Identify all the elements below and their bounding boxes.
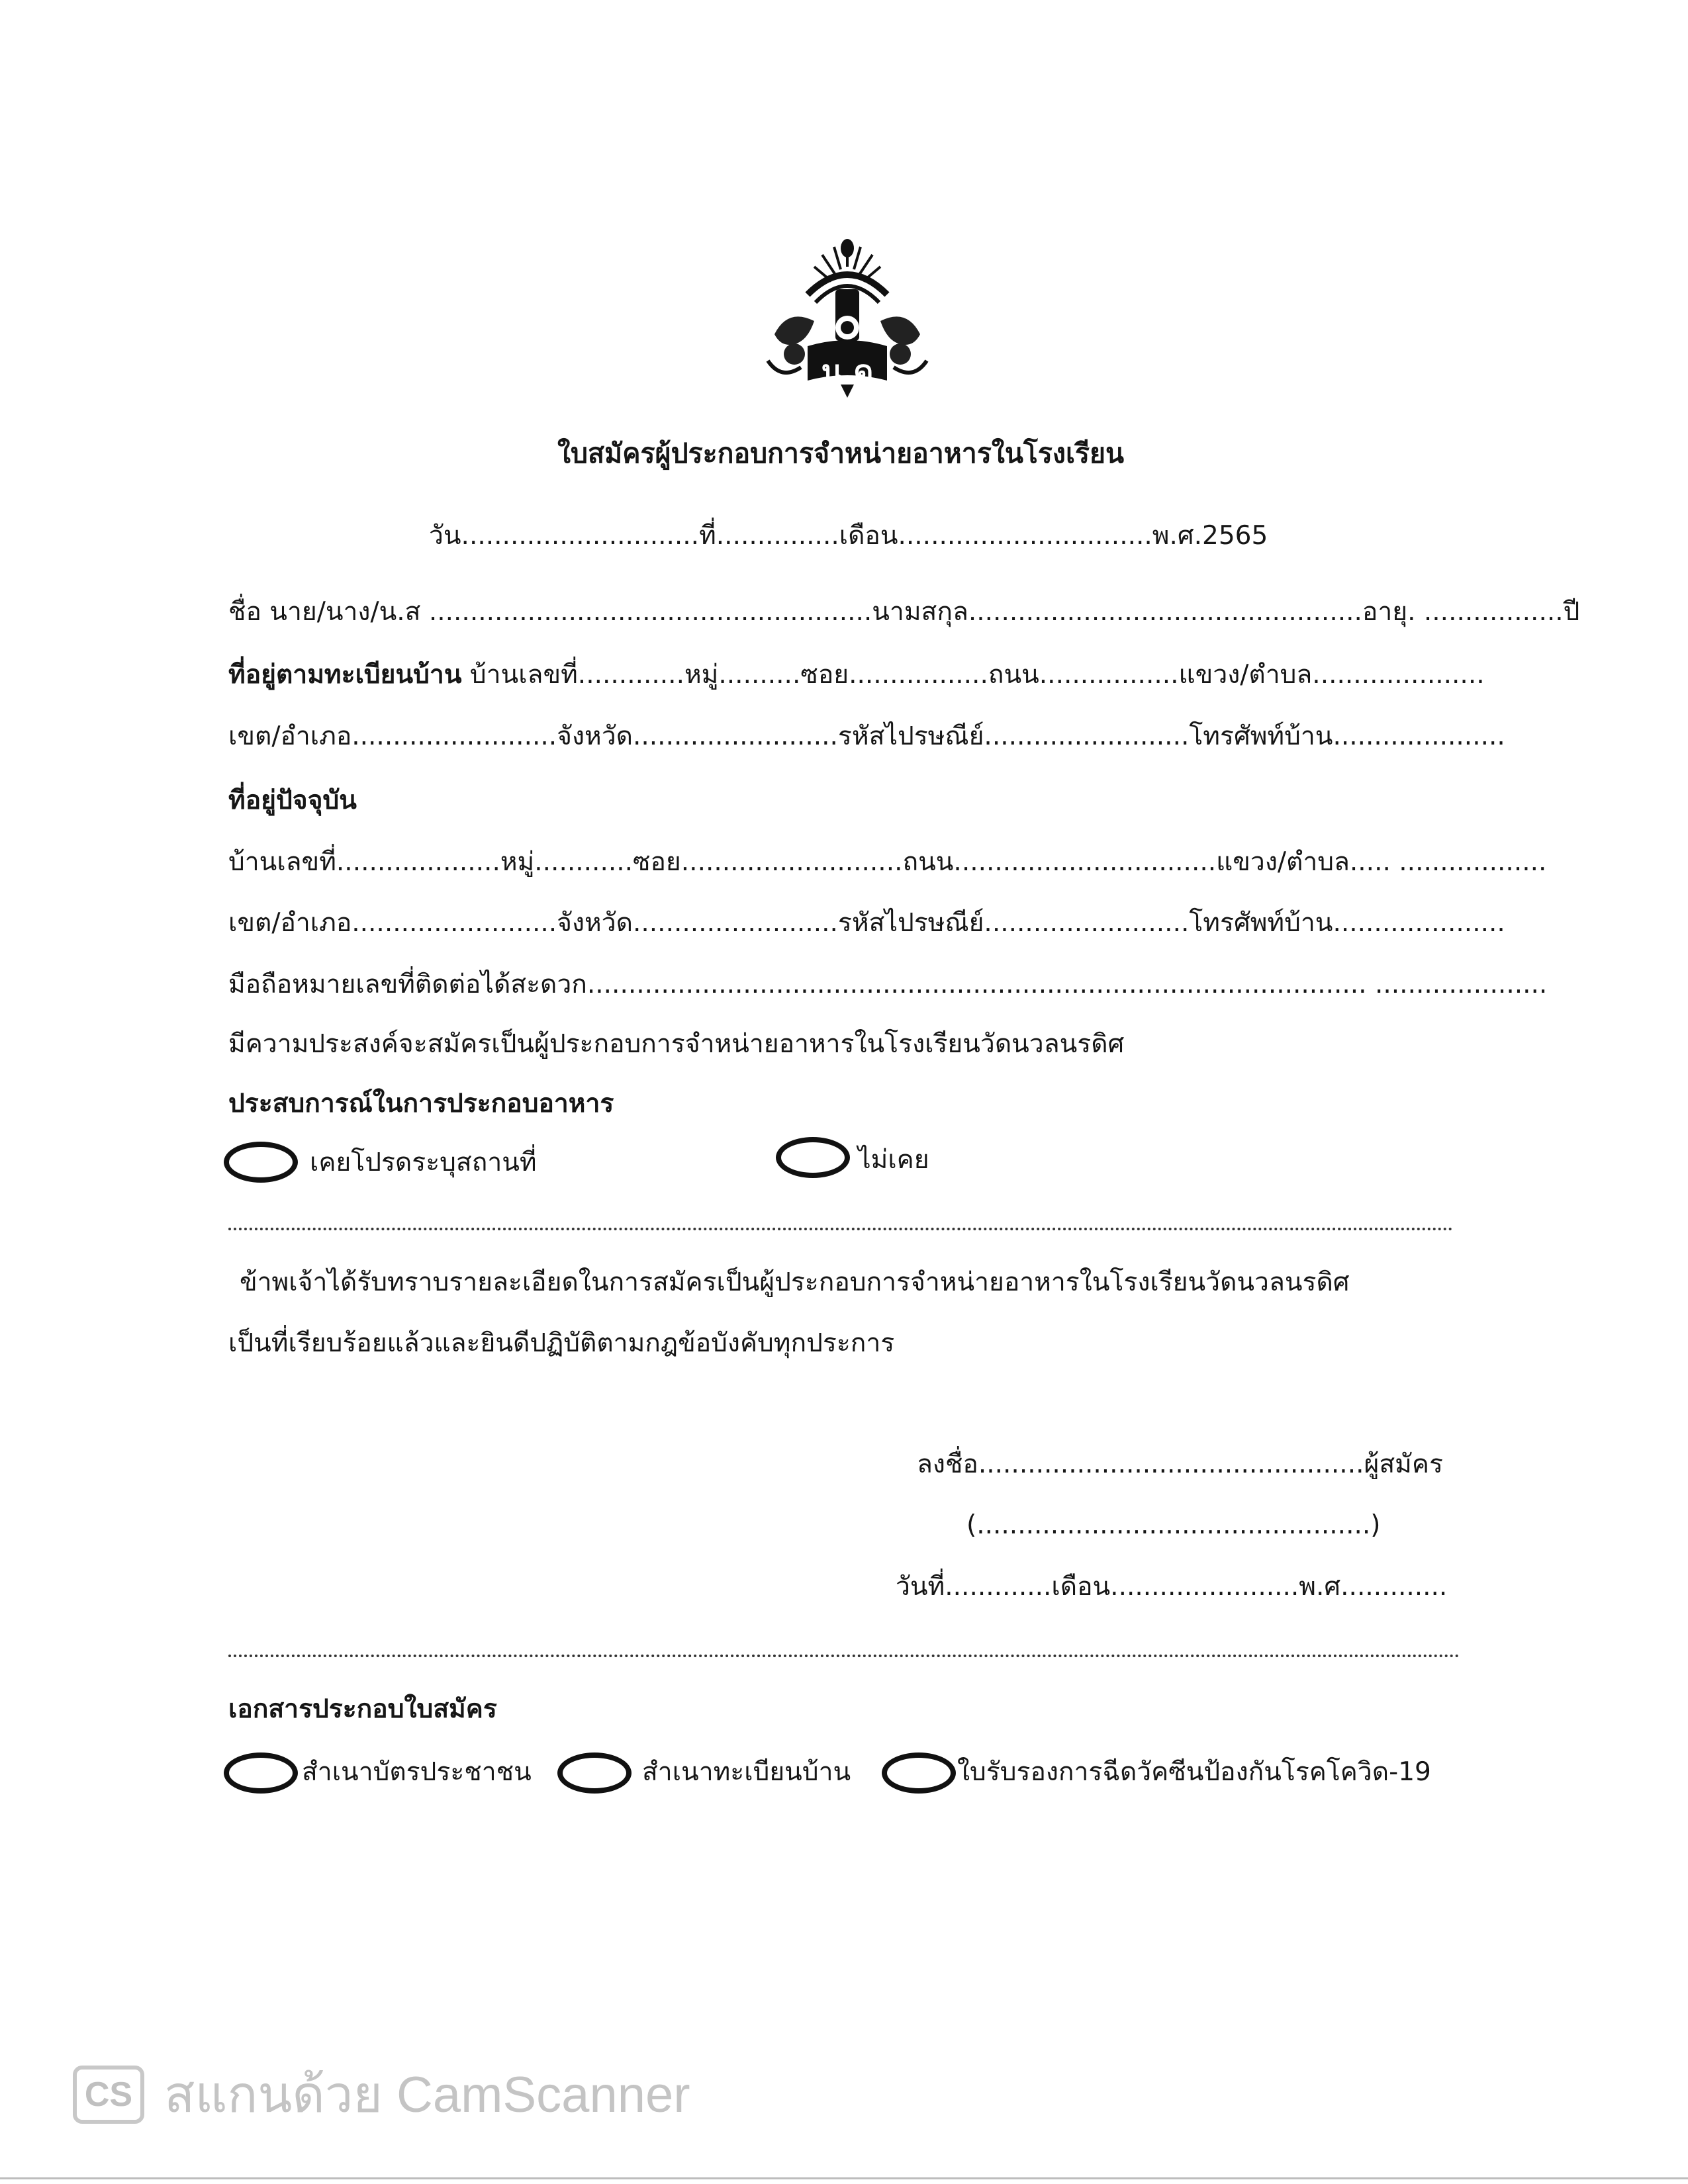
school-seal-logo — [761, 228, 933, 403]
experience-no-label: ไม่เคย — [858, 1145, 929, 1175]
experience-heading: ประสบการณ์ในการประกอบอาหาร — [228, 1089, 614, 1118]
camscanner-watermark — [73, 2055, 690, 2134]
camscanner-logo-icon: CS — [73, 2066, 144, 2124]
experience-place-line[interactable] — [228, 1228, 1453, 1230]
intent-statement: มีความประสงค์จะสมัครเป็นผู้ประกอบการจำหน่ายอาหารในโรงเรียนวัดนวลนรดิศ — [228, 1029, 1125, 1059]
doc-house-registration-label: สำเนาทะเบียนบ้าน — [642, 1757, 851, 1787]
registered-address-line1[interactable] — [228, 662, 1485, 688]
declaration-line2: เป็นที่เรียบร้อยแล้วและยินดีปฏิบัติตามกฎข้อบังคับทุกประการ — [228, 1328, 895, 1358]
experience-no-checkbox[interactable] — [776, 1137, 850, 1178]
applicant-name-field[interactable]: ชื่อ นาย/นาง/น.ส ......................................................นามสกุล................................................อายุ. .................ปี — [228, 597, 1580, 627]
doc-vaccine-certificate-label: ใบรับรองการฉีดวัคซีนป้องกันโรคโควิด-19 — [957, 1757, 1431, 1787]
experience-yes-checkbox[interactable] — [224, 1142, 298, 1183]
doc-id-card-checkbox[interactable] — [224, 1752, 298, 1794]
registered-address-line1-fields: บ้านเลขที่.............หมู่..........ซอย.................ถนน.................แขวง/ตำบล..................... — [461, 660, 1485, 690]
registered-address-label: ที่อยู่ตามทะเบียนบ้าน — [228, 660, 462, 690]
camscanner-text: สแกนด้วย CamScanner — [164, 2067, 690, 2123]
registered-address-line2[interactable]: เขต/อำเภอ.........................จังหวัด.........................รหัสไปรษณีย์.........................โทรศัพท์บ้าน..................... — [228, 721, 1505, 751]
signature-field[interactable]: ลงชื่อ...............................................ผู้สมัคร — [917, 1449, 1443, 1479]
mobile-number-field[interactable]: มือถือหมายเลขที่ติดต่อได้สะดวก............................................................................................... ..................... — [228, 970, 1548, 999]
documents-heading: เอกสารประกอบใบสมัคร — [228, 1694, 497, 1724]
seal-lettering: น.ด — [821, 353, 874, 389]
declaration-line1: ข้าพเจ้าได้รับทราบรายละเอียดในการสมัครเป็นผู้ประกอบการจำหน่ายอาหารในโรงเรียนวัดนวลนรดิศ — [240, 1267, 1350, 1297]
experience-yes-label: เคยโปรดระบุสถานที่ — [310, 1148, 537, 1177]
form-date-line: วัน.............................ที่...............เดือน...............................พ.ศ.2565 — [429, 521, 1268, 551]
section-divider — [228, 1655, 1460, 1657]
doc-id-card-label: สำเนาบัตรประชาชน — [302, 1757, 532, 1787]
current-address-line1[interactable]: บ้านเลขที่....................หมู่............ซอย...........................ถนน................................แขวง/ตำบล..... .................. — [228, 847, 1547, 877]
form-title: ใบสมัครผู้ประกอบการจำหน่ายอาหารในโรงเรียน — [557, 437, 1125, 469]
current-address-heading: ที่อยู่ปัจจุบัน — [228, 786, 357, 815]
current-address-line2[interactable]: เขต/อำเภอ.........................จังหวัด.........................รหัสไปรษณีย์.........................โทรศัพท์บ้าน..................... — [228, 908, 1505, 938]
signature-date-field[interactable]: วันที่.............เดือน.......................พ.ศ............. — [896, 1572, 1448, 1602]
signature-name-field[interactable]: (................................................) — [966, 1510, 1381, 1540]
scan-edge-line — [0, 2177, 1688, 2179]
doc-house-registration-checkbox[interactable] — [557, 1752, 632, 1794]
doc-vaccine-certificate-checkbox[interactable] — [882, 1752, 956, 1794]
